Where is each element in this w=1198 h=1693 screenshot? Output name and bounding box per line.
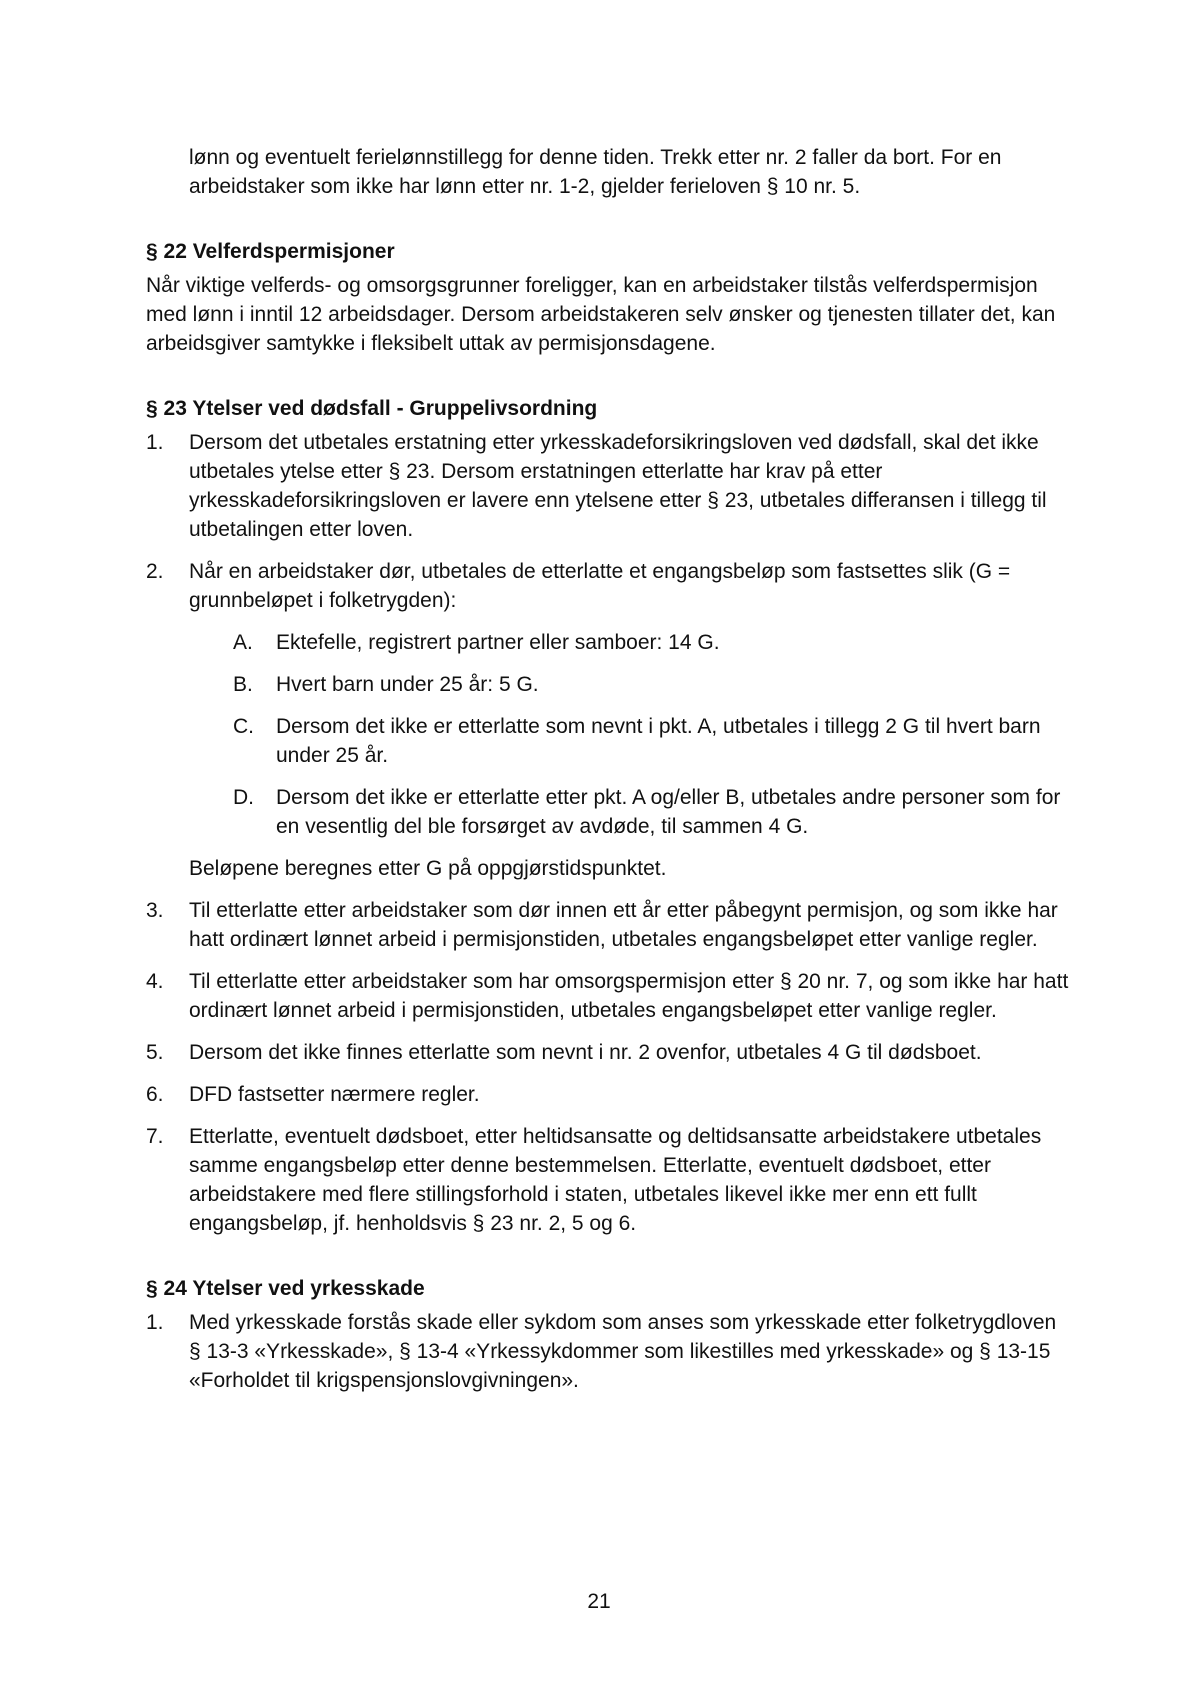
sub-item — [233, 783, 1070, 841]
item-text: Etterlatte, eventuelt dødsboet, etter heltidsansatte og deltidsansatte arbeidstakere utbetales samme engangsbeløp etter denne bestemmelsen. Etterlatte, eventuelt dødsboet, etter arbeidstakere med flere stillingsforhold i staten, utbetales likevel ikke mer enn ett fullt engangsbeløp, jf. henholdsvis § 23 nr. 2, 5 og 6. — [189, 1125, 1042, 1235]
item-text: Til etterlatte etter arbeidstaker som har omsorgspermisjon etter § 20 nr. 7, og som ikke har hatt ordinært lønnet arbeid i permisjonstiden, utbetales engangsbeløpet etter vanlige regler. — [189, 970, 1069, 1022]
sub-item-letter: C. — [233, 715, 254, 738]
item-number: 7. — [146, 1125, 164, 1148]
sub-item — [233, 712, 1070, 770]
item-number: 1. — [146, 431, 164, 454]
item-number: 6. — [146, 1083, 164, 1106]
list-item — [146, 1122, 1070, 1238]
item-text: Til etterlatte etter arbeidstaker som dør innen ett år etter påbegynt permisjon, og som ikke har hatt ordinært lønnet arbeid i permisjonstiden, utbetales engangsbeløpet etter vanlige regler. — [189, 899, 1058, 951]
sub-item-text: Hvert barn under 25 år: 5 G. — [276, 673, 539, 696]
section-22 — [146, 237, 1070, 358]
item-text: Når en arbeidstaker dør, utbetales de etterlatte et engangsbeløp som fastsettes slik (G = grunnbeløpet i folketrygden): — [189, 560, 1011, 612]
item-number: 1. — [146, 1311, 164, 1334]
item-text: Dersom det ikke finnes etterlatte som nevnt i nr. 2 ovenfor, utbetales 4 G til dødsboet. — [189, 1041, 982, 1064]
item-note: Beløpene beregnes etter G på oppgjørstidspunktet. — [189, 857, 667, 880]
continued-paragraph: lønn og eventuelt ferielønnstillegg for denne tiden. Trekk etter nr. 2 faller da bort. For en arbeidstaker som ikke har lønn etter nr. 1-2, gjelder ferieloven § 10 nr. 5. — [189, 146, 1002, 198]
sub-item — [233, 628, 1070, 657]
item-number: 2. — [146, 560, 164, 583]
sub-item-letter: A. — [233, 631, 253, 654]
item-text: DFD fastsetter nærmere regler. — [189, 1083, 480, 1106]
list-item — [146, 1080, 1070, 1109]
page-number: 21 — [587, 1590, 611, 1613]
sub-item-letter: B. — [233, 673, 253, 696]
sub-item-text: Dersom det ikke er etterlatte som nevnt i pkt. A, utbetales i tillegg 2 G til hvert barn under 25 år. — [276, 715, 1041, 767]
list-item — [146, 896, 1070, 954]
item-number: 3. — [146, 899, 164, 922]
list-item — [146, 428, 1070, 544]
item-body — [189, 557, 1070, 615]
section-paragraph: Når viktige velferds- og omsorgsgrunner foreligger, kan en arbeidstaker tilstås velferdspermisjon med lønn i inntil 12 arbeidsdager. Dersom arbeidstakeren selv ønsker og tjenesten tillater det, kan arbeidsgiver samtykke i fleksibelt uttak av permisjonsdagene. — [146, 274, 1056, 355]
list-item — [146, 1038, 1070, 1067]
sub-item-letter: D. — [233, 786, 254, 809]
item-text: Dersom det utbetales erstatning etter yrkesskadeforsikringsloven ved dødsfall, skal det ikke utbetales ytelse etter § 23. Dersom erstatningen etterlatte har krav på etter yrkesskadeforsikringsloven er lavere enn ytelsene etter § 23, utbetales differansen i tillegg til utbetalingen etter loven. — [189, 431, 1047, 541]
section-23 — [146, 394, 1070, 1238]
list-item — [146, 1308, 1070, 1395]
item-text: Med yrkesskade forstås skade eller sykdom som anses som yrkesskade etter folketrygdloven § 13-3 «Yrkesskade», § 13-4 «Yrkessykdommer som likestilles med yrkesskade» og § 13-15 «Forholdet til krigspensjonslovgivningen». — [189, 1311, 1057, 1392]
item-number: 5. — [146, 1041, 164, 1064]
document-page — [146, 143, 1070, 1408]
section-heading: § 22 Velferdspermisjoner — [146, 240, 395, 263]
section-heading: § 24 Ytelser ved yrkesskade — [146, 1277, 425, 1300]
item-number: 4. — [146, 970, 164, 993]
section-24 — [146, 1274, 1070, 1395]
sub-item-text: Dersom det ikke er etterlatte etter pkt. A og/eller B, utbetales andre personer som for en vesentlig del ble forsørget av avdøde, til sammen 4 G. — [276, 786, 1061, 838]
list-item — [146, 967, 1070, 1025]
sub-item — [233, 670, 1070, 699]
list-item — [146, 557, 1070, 615]
section-heading: § 23 Ytelser ved dødsfall - Gruppelivsordning — [146, 397, 598, 420]
sub-item-text: Ektefelle, registrert partner eller samboer: 14 G. — [276, 631, 720, 654]
